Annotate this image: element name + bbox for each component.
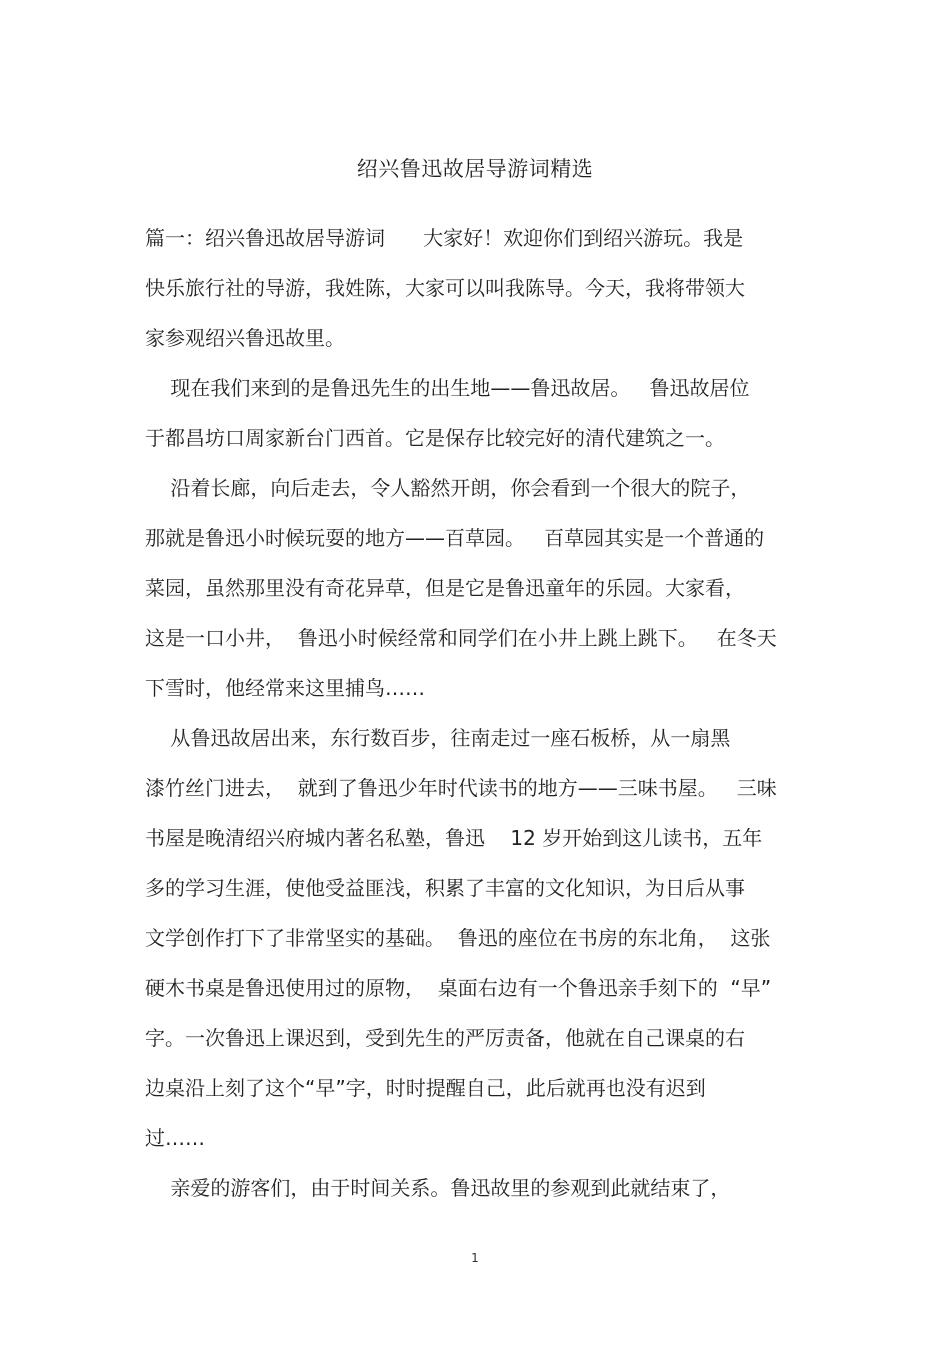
text-line: 那就是鲁迅小时候玩耍的地方——百草园。 百草园其实是一个普通的 — [145, 526, 765, 550]
text-line: 字。一次鲁迅上课迟到，受到先生的严厉责备，他就在自己课桌的右 — [145, 1026, 745, 1050]
text-line: 书屋是晚清绍兴府城内著名私塾，鲁迅 12 岁开始到这儿读书，五年 — [145, 826, 763, 850]
page-number: 1 — [471, 1251, 479, 1265]
text-line: 快乐旅行社的导游，我姓陈，大家可以叫我陈导。今天，我将带领大 — [145, 276, 745, 300]
text-line: 硬木书桌是鲁迅使用过的原物， 桌面右边有一个鲁迅亲手刻下的 “早” — [145, 976, 772, 1000]
text-line: 多的学习生涯，使他受益匪浅，积累了丰富的文化知识，为日后从事 — [145, 876, 745, 900]
text-line: 过…… — [145, 1126, 205, 1150]
text-line: 文学创作打下了非常坚实的基础。 鲁迅的座位在书房的东北角， 这张 — [145, 926, 771, 950]
text-line: 边桌沿上刻了这个“早”字，时时提醒自己，此后就再也没有迟到 — [145, 1076, 706, 1100]
text-line: 篇一：绍兴鲁迅故居导游词 大家好！欢迎你们到绍兴游玩。我是 — [145, 226, 744, 250]
text-line: 下雪时，他经常来这里捕鸟…… — [145, 676, 425, 700]
text-line: 亲爱的游客们，由于时间关系。鲁迅故里的参观到此就结束了， — [145, 1176, 731, 1200]
text-line: 漆竹丝门进去， 就到了鲁迅少年时代读书的地方——三味书屋。 三味 — [145, 776, 777, 800]
text-line: 沿着长廊，向后走去，令人豁然开朗，你会看到一个很大的院子， — [145, 476, 751, 500]
text-line: 于都昌坊口周家新台门西首。它是保存比较完好的清代建筑之一。 — [145, 426, 725, 450]
text-line: 这是一口小井， 鲁迅小时候经常和同学们在小井上跳上跳下。 在冬天 — [145, 626, 777, 650]
text-line: 菜园，虽然那里没有奇花异草，但是它是鲁迅童年的乐园。大家看， — [145, 576, 745, 600]
text-line: 现在我们来到的是鲁迅先生的出生地——鲁迅故居。 鲁迅故居位 — [145, 376, 750, 400]
document-title: 绍兴鲁迅故居导游词精选 — [356, 157, 594, 181]
text-line: 家参观绍兴鲁迅故里。 — [145, 326, 345, 350]
text-line: 从鲁迅故居出来，东行数百步，往南走过一座石板桥，从一扇黑 — [145, 726, 731, 750]
